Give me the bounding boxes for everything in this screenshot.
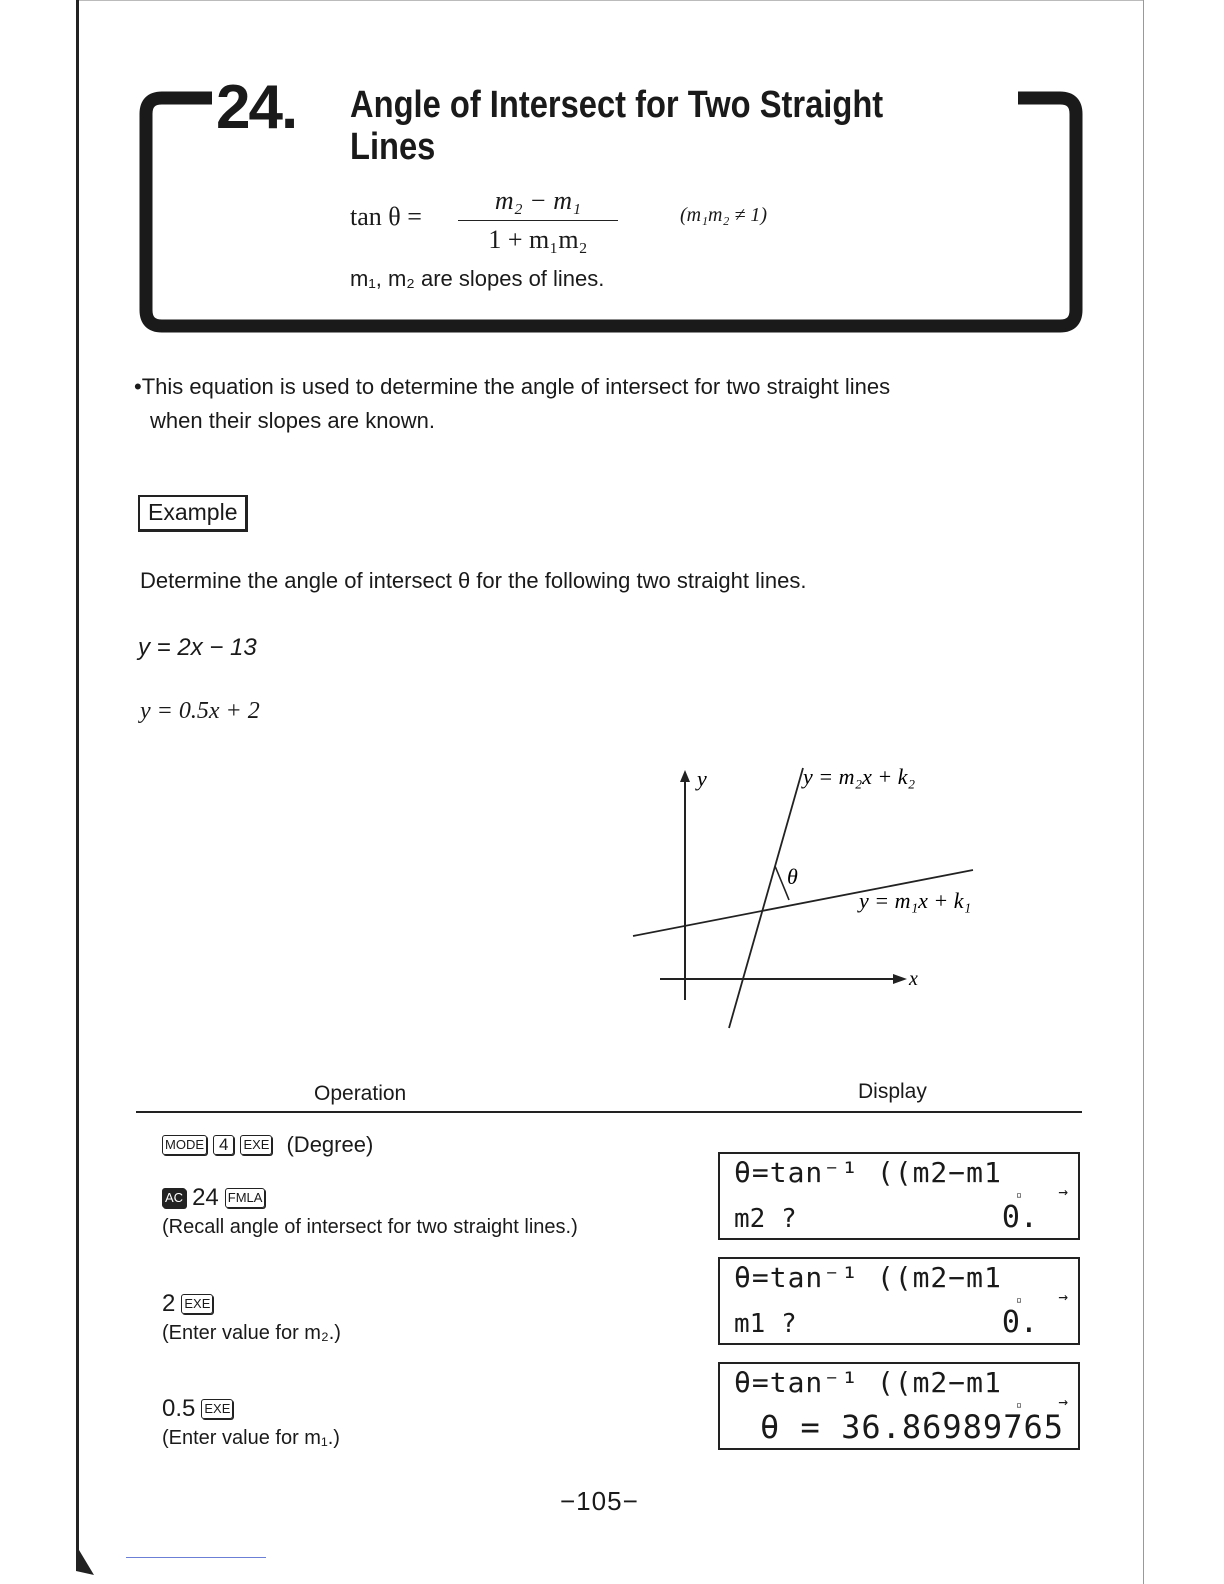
formula-fraction — [454, 186, 622, 259]
x-axis-label: x — [909, 968, 918, 990]
lcd-prompt: m1 ? — [734, 1309, 797, 1339]
lcd-display-m1-prompt — [718, 1257, 1080, 1345]
page-right-edge — [1143, 0, 1144, 1584]
example-prompt: Determine the angle of intersect θ for the following two straight lines. — [140, 568, 807, 593]
m2-value: 2 — [162, 1290, 176, 1317]
operation-column-header: Operation — [314, 1082, 407, 1105]
ac-key: AC — [162, 1188, 186, 1208]
intro-line-1: •This equation is used to determine the angle of intersect for two straight lines — [134, 374, 891, 399]
step-enter-m2 — [162, 1290, 341, 1345]
y-axis-label: y — [697, 766, 707, 791]
formula-denominator: 1 + m₁m₂ — [488, 225, 588, 254]
lcd-result: θ = 36.86989765 — [760, 1408, 1064, 1446]
exe-key: EXE — [240, 1135, 272, 1155]
lcd-arrow-icon: → — [1058, 1287, 1068, 1306]
binding-edge — [76, 0, 79, 1560]
exe-key: EXE — [181, 1294, 213, 1314]
lcd-formula-line: θ=tan⁻¹ ((m2−m1 — [734, 1156, 1002, 1189]
fmla-key: FMLA — [225, 1188, 266, 1208]
lcd-display-m2-prompt — [718, 1152, 1080, 1240]
display-column-header: Display — [858, 1080, 927, 1103]
angle-label: θ — [787, 864, 798, 889]
formula-number-value: 24 — [192, 1184, 219, 1211]
recall-note: (Recall angle of intersect for two straight lines.) — [162, 1216, 578, 1238]
lcd-value: 0. — [1001, 1200, 1038, 1235]
bottom-rule — [126, 1557, 266, 1558]
intro-line-2: when their slopes are known. — [150, 408, 435, 433]
step-recall-formula — [162, 1184, 578, 1239]
mode-key: MODE — [162, 1135, 207, 1155]
example-equation-1: y = 2x − 13 — [138, 634, 257, 661]
column-header-rule — [136, 1111, 1082, 1113]
example-equation-2: y = 0.5x + 2 — [140, 698, 260, 724]
intro-paragraph — [134, 370, 1094, 438]
lcd-prompt: m2 ? — [734, 1204, 797, 1234]
lcd-formula-line: θ=tan⁻¹ ((m2−m1 — [734, 1261, 1002, 1294]
page-number: −105− — [560, 1486, 639, 1516]
step-mode-degree — [162, 1132, 373, 1158]
section-number: 24. — [212, 72, 300, 143]
intersect-diagram — [625, 760, 1065, 1040]
digit-4-key: 4 — [213, 1135, 234, 1155]
page-top-edge — [76, 0, 1144, 1]
lcd-arrow-icon: → — [1058, 1182, 1068, 1201]
lcd-arrow-icon: → — [1058, 1392, 1068, 1411]
line-2-label: y = m₂x + k₂ — [803, 764, 916, 789]
corner-mark — [76, 1545, 96, 1575]
lcd-display-result — [718, 1362, 1080, 1450]
m1-value: 0.5 — [162, 1395, 196, 1422]
exe-key: EXE — [201, 1399, 233, 1419]
formula-lhs: tan θ = — [350, 202, 422, 231]
formula-numerator: m₂ − m₁ — [494, 186, 582, 215]
step-enter-m1 — [162, 1395, 340, 1450]
formula-condition: (m₁m₂ ≠ 1) — [680, 204, 768, 226]
section-title: Angle of Intersect for Two Straight Lines — [350, 84, 930, 168]
line-2 — [729, 768, 803, 1028]
lcd-formula-line: θ=tan⁻¹ ((m2−m1 — [734, 1366, 1002, 1399]
x-axis-arrow — [893, 974, 907, 984]
example-label: Example — [138, 495, 248, 532]
degree-note: (Degree) — [286, 1132, 374, 1157]
m2-note: (Enter value for m₂.) — [162, 1322, 341, 1344]
lcd-indicator-icon: ▫ — [1015, 1190, 1022, 1201]
lcd-value: 0. — [1001, 1305, 1038, 1340]
line-1-label: y = m₁x + k₁ — [859, 888, 972, 913]
lcd-indicator-icon: ▫ — [1015, 1295, 1022, 1306]
y-axis-arrow — [680, 770, 690, 782]
slopes-note: m₁, m₂ are slopes of lines. — [350, 266, 605, 291]
lcd-indicator-icon: ▫ — [1015, 1400, 1022, 1411]
m1-note: (Enter value for m₁.) — [162, 1427, 340, 1449]
